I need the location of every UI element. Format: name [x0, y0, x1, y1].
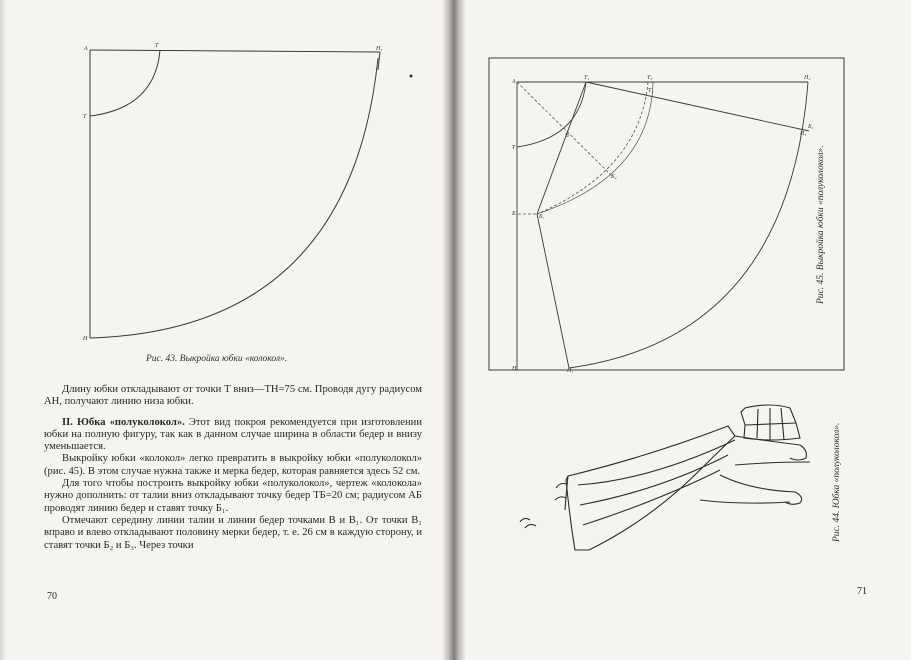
label-v: В — [565, 133, 569, 139]
paragraph-3: Выкройку юбки «колокол» легко превратить в выкройку юбки «полуколокол» (рис. 45). В этом случае нужна также и мерка бедер, которая равняется здесь 52 см. — [44, 453, 422, 477]
page-number-70: 70 — [47, 591, 57, 602]
label-t2: Т₂ — [647, 75, 653, 81]
figure-43-caption: Рис. 43. Выкройка юбки «колокол». — [146, 354, 288, 364]
label-b3: Б₃ — [808, 124, 814, 130]
figure-44-caption: Рис. 44. Юбка «полуколокол». — [832, 422, 842, 542]
label-b1: Б₁ — [539, 214, 545, 220]
label-t1: Т — [155, 43, 159, 49]
paragraph-2-text: Этот вид покроя рекомендуется при изготовлении юбки на полную фигуру, так как в данном случае ширина в области бедер и внизу уменьшается. — [44, 416, 423, 453]
paragraph-5: Отмечают середину линии талии и линии бедер точками В и В₁. От точки В₁ вправо и влево откладывают половину мерки бедер, т. е. 26 см в каждую сторону, и ставят точки Б₂ и Б₃. Через точки — [44, 514, 422, 551]
label-t: Т — [83, 114, 87, 120]
label-b: Б — [512, 211, 516, 217]
label-h: Н — [83, 336, 88, 342]
label-h2: Н₂ — [804, 75, 811, 81]
page-number-71: 71 — [857, 586, 867, 597]
label-a: А — [512, 79, 516, 85]
label-h3: Н₃ — [800, 131, 807, 137]
paragraph-1: Длину юбки откладывают от точки Т вниз—ТН=75 см. Проводя дугу радиусом АН, получают линию низа юбки. — [44, 384, 422, 408]
paragraph-4: Для того чтобы построить выкройку юбки «полуколокол», чертеж «колокола» нужно дополнить: от талии вниз откладывают точку бедер ТБ=20 см; радиусом АБ проводят линию бедер и ставят точку Б₁. — [44, 478, 422, 514]
label-a: А — [84, 46, 88, 52]
section-heading: II. Юбка «полуколокол». — [62, 416, 185, 428]
label-t3: Т₃ — [648, 88, 654, 94]
label-h1: Н₁ — [567, 368, 574, 374]
label-h: Н — [512, 366, 517, 372]
label-h1: Н₁ — [376, 46, 383, 52]
label-t: Т — [512, 145, 516, 151]
label-b2: Б₂ — [611, 174, 617, 180]
label-t1: Т₁ — [584, 75, 590, 81]
figure-45-caption: Рис. 45. Выкройка юбки «полуколокол». — [816, 145, 826, 304]
